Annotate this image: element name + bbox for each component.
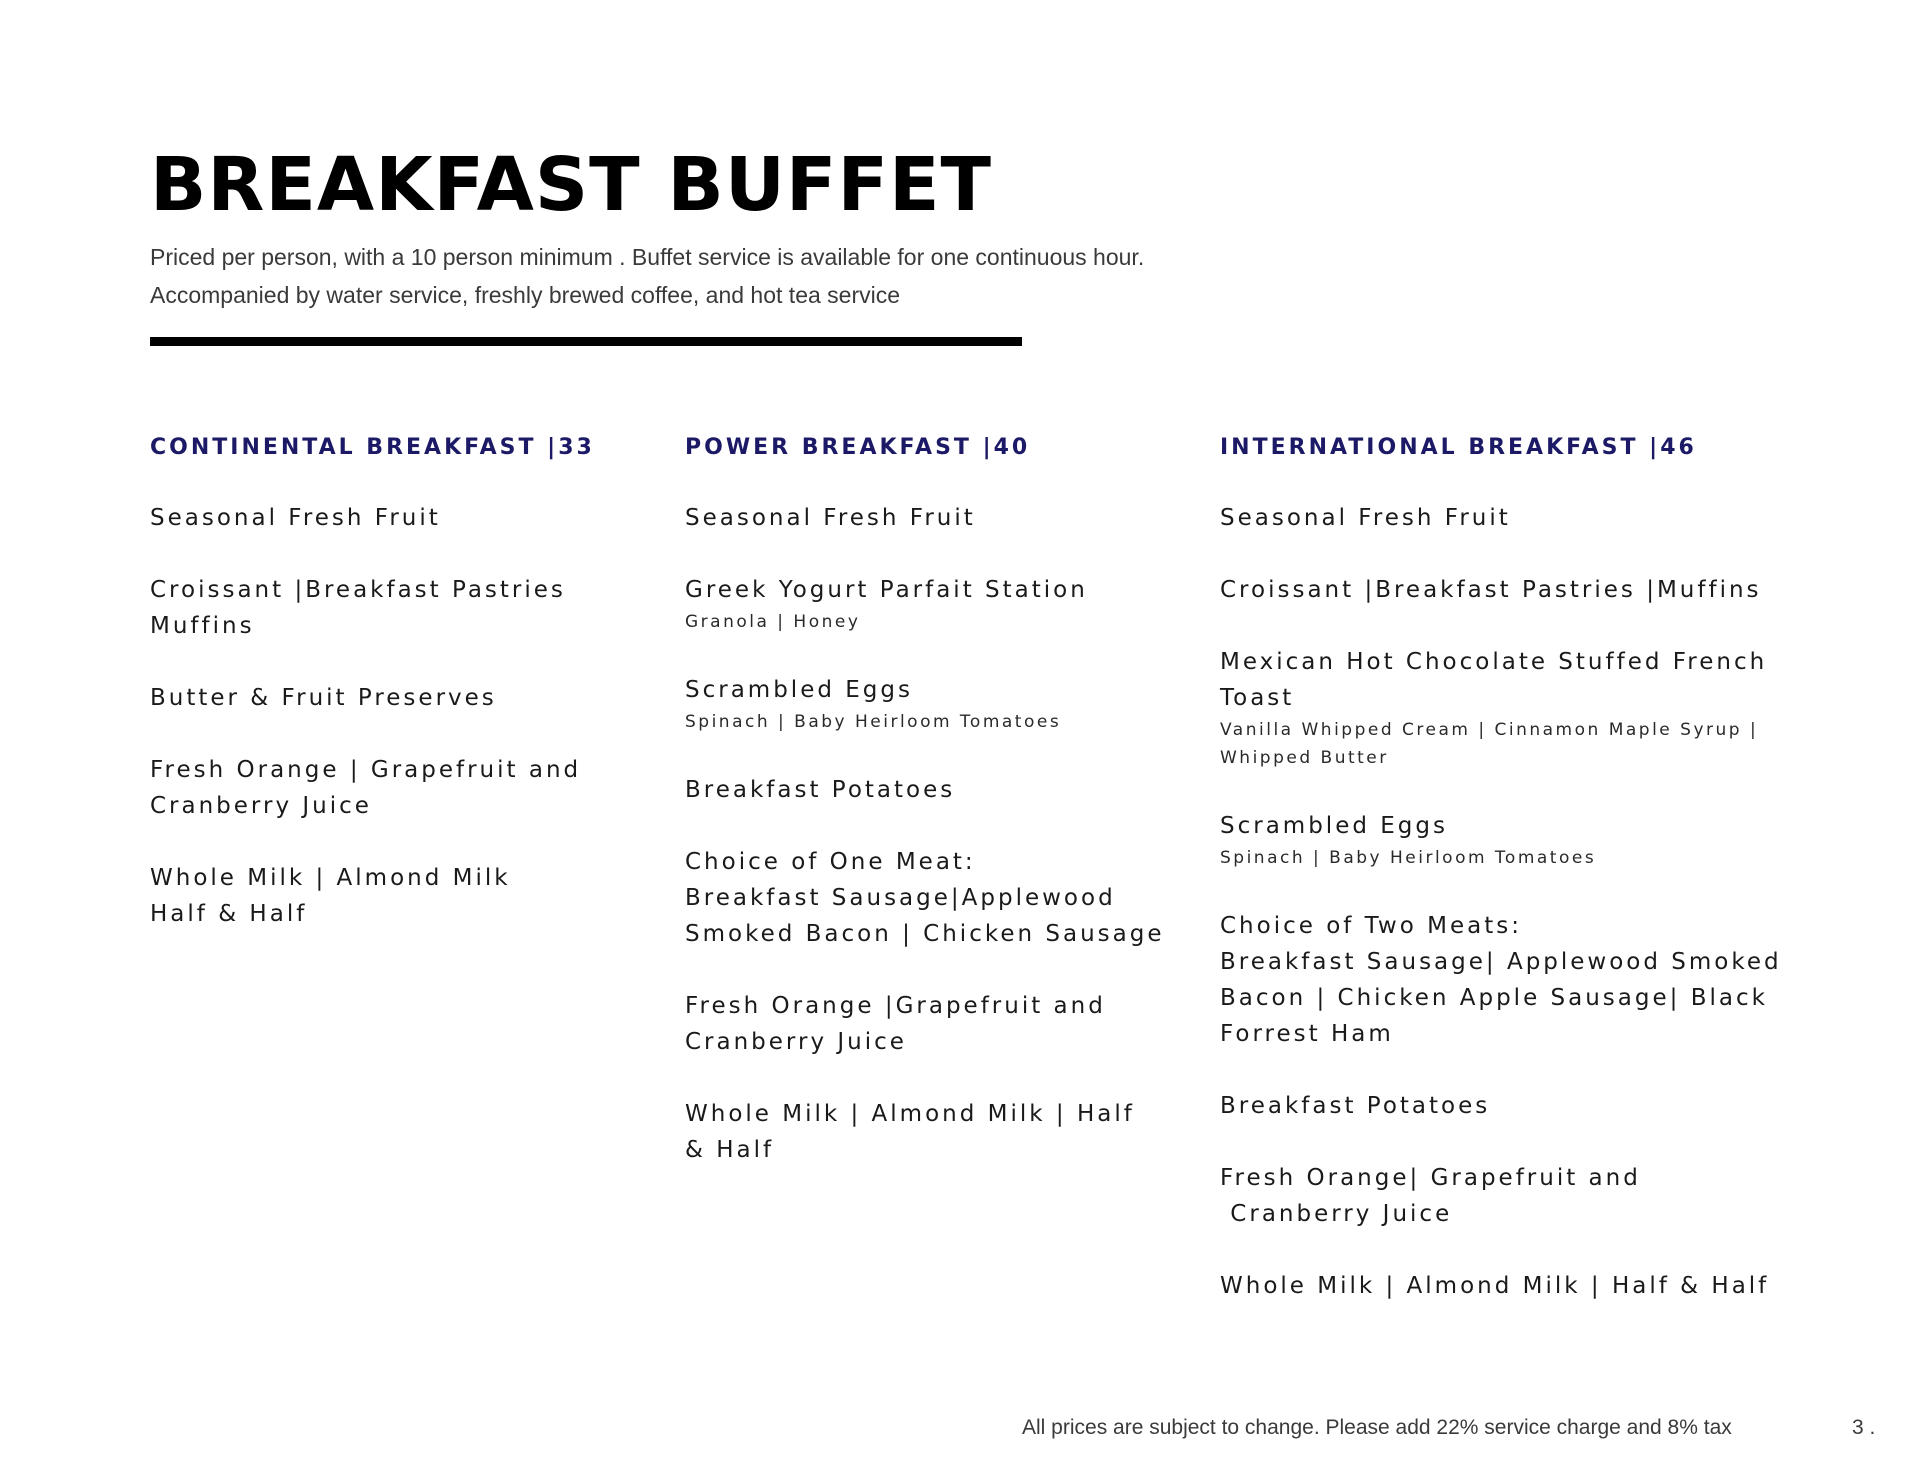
menu-item: [150, 752, 670, 824]
menu-item-name: [685, 988, 1205, 1060]
menu-item-line: Butter & Fruit Preserves: [150, 685, 497, 711]
menu-item: [685, 772, 1205, 808]
menu-item-name: [685, 772, 1205, 808]
menu-item: [685, 1096, 1205, 1168]
menu-item-name: [1220, 1268, 1800, 1304]
menu-item-detail: [1220, 716, 1800, 772]
menu-item-line: Seasonal Fresh Fruit: [150, 505, 441, 531]
menu-item-name: [1220, 644, 1800, 716]
menu-item: [1220, 1160, 1800, 1232]
menu-item: [1220, 500, 1800, 536]
menu-item-line: Breakfast Sausage|Applewood: [685, 885, 1116, 911]
menu-item-name: [1220, 500, 1800, 536]
menu-item-line: Forrest Ham: [1220, 1021, 1394, 1047]
menu-item-line: Bacon | Chicken Apple Sausage| Black: [1220, 985, 1768, 1011]
column-heading: POWER BREAKFAST |40: [685, 435, 1031, 460]
menu-item-line: Scrambled Eggs: [685, 677, 913, 703]
menu-item: [150, 860, 670, 932]
menu-item: [685, 844, 1205, 952]
title-divider: [150, 337, 1022, 346]
page-title: BREAKFAST BUFFET: [150, 142, 993, 228]
menu-item: [1220, 808, 1800, 872]
menu-item-detail-line: Whipped Butter: [1220, 748, 1389, 768]
menu-item: [150, 572, 670, 644]
menu-item-line: Toast: [1220, 685, 1295, 711]
menu-item-line: Seasonal Fresh Fruit: [685, 505, 976, 531]
subtitle-pricing: Priced per person, with a 10 person minimum . Buffet service is available for one continuous hour.: [150, 244, 1145, 270]
menu-column-continental: [150, 432, 670, 968]
menu-item-line: Croissant |Breakfast Pastries |Muffins: [1220, 577, 1762, 603]
menu-item: [685, 572, 1205, 636]
menu-item: [1220, 644, 1800, 772]
menu-item-name: [685, 572, 1205, 608]
menu-item-line: Smoked Bacon | Chicken Sausage: [685, 921, 1165, 947]
menu-item-detail: [1220, 844, 1800, 872]
menu-item-detail: [685, 708, 1205, 736]
menu-item-line: Fresh Orange | Grapefruit and: [150, 757, 582, 783]
menu-item-line: Seasonal Fresh Fruit: [1220, 505, 1511, 531]
menu-item-line: Fresh Orange| Grapefruit and: [1220, 1165, 1641, 1191]
menu-item-name: [150, 500, 670, 536]
menu-item-line: Whole Milk | Almond Milk: [150, 865, 511, 891]
column-heading: INTERNATIONAL BREAKFAST |46: [1220, 435, 1697, 460]
menu-item-name: [1220, 808, 1800, 844]
menu-item-name: [150, 572, 670, 644]
menu-item-line: Whole Milk | Almond Milk | Half: [685, 1101, 1135, 1127]
menu-item-list: [1220, 500, 1800, 1304]
menu-item-list: [685, 500, 1205, 1168]
menu-item: [685, 500, 1205, 536]
menu-item-line: Croissant |Breakfast Pastries: [150, 577, 566, 603]
menu-item: [1220, 1268, 1800, 1304]
page-number: 3 .: [1852, 1416, 1876, 1439]
menu-item: [685, 988, 1205, 1060]
menu-item: [1220, 572, 1800, 608]
menu-item-line: Choice of One Meat:: [685, 849, 976, 875]
menu-item-line: Breakfast Potatoes: [1220, 1093, 1491, 1119]
menu-item-detail-line: Vanilla Whipped Cream | Cinnamon Maple Syrup |: [1220, 720, 1759, 740]
menu-item-line: Choice of Two Meats:: [1220, 913, 1522, 939]
menu-item-name: [685, 1096, 1205, 1168]
menu-item-name: [1220, 1160, 1800, 1232]
menu-item-line: & Half: [685, 1137, 775, 1163]
menu-item-detail-line: Granola | Honey: [685, 612, 861, 632]
menu-item-name: [1220, 572, 1800, 608]
menu-item-line: Half & Half: [150, 901, 308, 927]
menu-item-name: [685, 672, 1205, 708]
footer-note: All prices are subject to change. Please add 22% service charge and 8% tax: [1022, 1416, 1732, 1439]
menu-item: [685, 672, 1205, 736]
menu-item-detail-line: Spinach | Baby Heirloom Tomatoes: [1220, 848, 1597, 868]
menu-item-line: Fresh Orange |Grapefruit and: [685, 993, 1106, 1019]
menu-item-line: Muffins: [150, 613, 255, 639]
menu-column-international: [1220, 432, 1800, 1340]
menu-item-line: Cranberry Juice: [1220, 1201, 1453, 1227]
menu-item: [150, 500, 670, 536]
menu-item-name: [150, 680, 670, 716]
menu-item-detail: [685, 608, 1205, 636]
menu-item-name: [685, 844, 1205, 952]
menu-item-name: [1220, 908, 1800, 1052]
menu-item-line: Greek Yogurt Parfait Station: [685, 577, 1088, 603]
menu-item-detail-line: Spinach | Baby Heirloom Tomatoes: [685, 712, 1062, 732]
menu-item-name: [685, 500, 1205, 536]
menu-item-line: Breakfast Potatoes: [685, 777, 956, 803]
menu-item-line: Breakfast Sausage| Applewood Smoked: [1220, 949, 1782, 975]
menu-item: [1220, 1088, 1800, 1124]
menu-item-name: [150, 860, 670, 932]
menu-item-line: Whole Milk | Almond Milk | Half & Half: [1220, 1273, 1770, 1299]
subtitle-service: Accompanied by water service, freshly brewed coffee, and hot tea service: [150, 282, 901, 308]
menu-item-line: Cranberry Juice: [685, 1029, 907, 1055]
menu-item-line: Cranberry Juice: [150, 793, 372, 819]
menu-item-name: [1220, 1088, 1800, 1124]
menu-item-line: Mexican Hot Chocolate Stuffed French: [1220, 649, 1768, 675]
menu-item-name: [150, 752, 670, 824]
menu-item: [150, 680, 670, 716]
menu-item-line: Scrambled Eggs: [1220, 813, 1448, 839]
menu-item: [1220, 908, 1800, 1052]
menu-column-power: [685, 432, 1205, 1204]
menu-item-list: [150, 500, 670, 932]
column-heading: CONTINENTAL BREAKFAST |33: [150, 435, 595, 460]
